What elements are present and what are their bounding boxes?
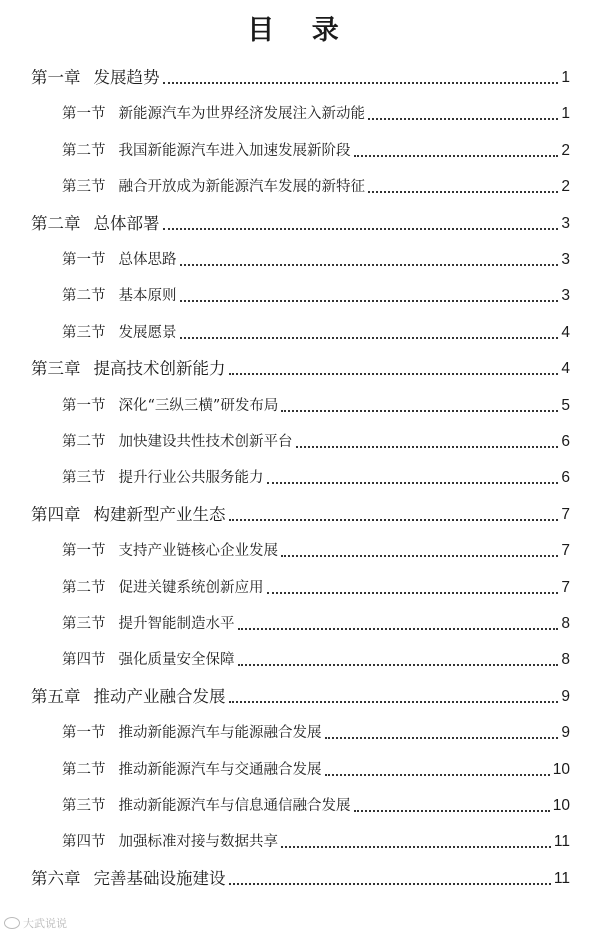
toc-entry-number: 第一节 (62, 106, 106, 123)
toc-section-entry[interactable] (62, 572, 570, 598)
toc-entry-number: 第二节 (62, 579, 106, 596)
toc-entry-label (62, 177, 368, 197)
toc-entry-label (62, 760, 325, 780)
toc-entry-title: 加强标准对接与数据共享 (118, 834, 278, 851)
dot-leader (325, 737, 559, 739)
toc-entry-number: 第二节 (62, 142, 106, 159)
dot-leader (354, 810, 550, 812)
toc-entry-title: 推动产业融合发展 (93, 686, 226, 706)
toc-entry-title: 构建新型产业生态 (93, 504, 226, 524)
toc-page-number: 3 (561, 251, 570, 268)
toc-entry-label (62, 432, 296, 452)
toc-entry-number: 第三节 (62, 470, 106, 487)
toc-entry-number: 第三节 (62, 179, 106, 196)
toc-section-entry[interactable] (62, 462, 570, 488)
dot-leader (180, 300, 559, 302)
dot-leader (325, 774, 550, 776)
page-title: 目 录 (247, 15, 353, 46)
toc-page-number: 9 (561, 724, 570, 742)
toc-entry-label (31, 505, 229, 525)
toc-entry-label (62, 250, 180, 270)
toc-section-entry[interactable] (62, 426, 570, 452)
toc-chapter-entry[interactable] (31, 499, 570, 525)
toc-entry-number: 第四章 (31, 504, 81, 524)
toc-entry-title: 发展趋势 (93, 68, 160, 87)
toc-entry-label (31, 359, 229, 379)
toc-chapter-entry[interactable] (31, 208, 570, 234)
toc-entry-label (62, 541, 281, 561)
toc-page-number: 5 (561, 396, 570, 414)
toc-entry-title: 基本原则 (118, 288, 177, 305)
toc-entry-label (62, 650, 238, 670)
toc-page-number: 1 (561, 105, 570, 123)
toc-page-number: 11 (553, 869, 570, 887)
toc-entry-number: 第一节 (62, 252, 106, 268)
toc-entry-number: 第一节 (62, 543, 106, 560)
dot-leader (229, 373, 559, 375)
toc-entry-title: 总体思路 (118, 252, 177, 268)
toc-section-entry[interactable] (62, 535, 570, 561)
toc-entry-title: 发展愿景 (118, 324, 177, 341)
toc-section-entry[interactable] (62, 754, 570, 780)
toc-entry-title: 提升行业公共服务能力 (118, 470, 264, 487)
toc-page-number: 3 (561, 214, 570, 232)
toc-entry-label (62, 723, 325, 743)
toc-page-number: 8 (561, 651, 570, 669)
dot-leader (238, 628, 559, 630)
toc-entry-label (62, 323, 180, 343)
toc-page-number: 9 (561, 687, 570, 705)
toc-entry-number: 第二节 (62, 434, 106, 450)
dot-leader (368, 191, 558, 193)
toc-entry-title: 支持产业链核心企业发展 (118, 543, 278, 560)
toc-page-number: 7 (561, 505, 570, 523)
toc-entry-label (31, 214, 163, 234)
toc-entry-number: 第二节 (62, 761, 106, 778)
dot-leader (354, 155, 559, 157)
toc-entry-number: 第一章 (31, 68, 81, 87)
toc-entry-number: 第四节 (62, 834, 106, 851)
watermark-logo-icon (4, 917, 20, 929)
toc-page-number: 11 (553, 833, 570, 851)
toc-entry-number: 第三节 (62, 798, 106, 814)
toc-page-number: 3 (561, 287, 570, 305)
toc-chapter-entry[interactable] (31, 62, 570, 88)
dot-leader (180, 337, 559, 339)
toc-entry-number: 第四节 (62, 652, 106, 669)
toc-entry-title: 总体部署 (93, 213, 160, 233)
toc-section-entry[interactable] (62, 826, 570, 852)
toc-section-entry[interactable] (62, 317, 570, 343)
toc-entry-title: 完善基础设施建设 (93, 868, 226, 888)
toc-entry-title: 新能源汽车为世界经济发展注入新动能 (118, 106, 365, 123)
dot-leader (238, 664, 559, 666)
toc-entry-title: 促进关键系统创新应用 (118, 579, 264, 596)
watermark (4, 915, 67, 931)
toc-page-number: 7 (561, 578, 570, 596)
dot-leader (296, 446, 559, 448)
dot-leader (163, 82, 559, 84)
toc-entry-label (31, 687, 229, 707)
toc-chapter-entry[interactable] (31, 863, 570, 889)
toc-section-entry[interactable] (62, 135, 570, 161)
toc-entry-title: 推动新能源汽车与信息通信融合发展 (118, 798, 351, 814)
toc-entry-number: 第一节 (62, 725, 106, 742)
toc-page-number: 2 (561, 178, 570, 196)
toc-page-number: 10 (552, 760, 570, 778)
toc-chapter-entry[interactable] (31, 681, 570, 707)
toc-entry-label (62, 141, 354, 161)
toc-entry-label (62, 614, 238, 634)
toc-entry-number: 第五章 (31, 686, 81, 706)
toc-entry-label (62, 286, 180, 306)
toc-entry-title: 提升智能制造水平 (118, 616, 235, 632)
dot-leader (368, 118, 558, 120)
toc-entry-title: 深化“三纵三横”研发布局 (118, 397, 279, 414)
toc-entry-label (62, 578, 267, 598)
toc-entry-label (62, 468, 267, 488)
toc-chapter-entry[interactable] (31, 353, 570, 379)
dot-leader (281, 410, 558, 412)
toc-entry-label (62, 104, 368, 124)
toc-entry-title: 提高技术创新能力 (93, 359, 226, 379)
toc-entry-label (62, 396, 281, 416)
toc-section-entry[interactable] (62, 644, 570, 670)
dot-leader (281, 846, 551, 848)
dot-leader (229, 701, 559, 703)
toc-section-entry[interactable] (62, 790, 570, 816)
toc-entry-title: 加快建设共性技术创新平台 (118, 434, 293, 450)
toc-entry-number: 第三节 (62, 616, 106, 632)
toc-entry-label (31, 869, 229, 889)
dot-leader (180, 264, 559, 266)
toc-entry-label (62, 796, 354, 816)
toc-section-entry[interactable] (62, 171, 570, 197)
toc-page-number: 4 (561, 360, 570, 378)
toc-entry-number: 第二节 (62, 288, 106, 305)
toc-section-entry[interactable] (62, 98, 570, 124)
dot-leader (163, 228, 559, 230)
toc-entry-title: 我国新能源汽车进入加速发展新阶段 (118, 142, 351, 159)
toc-section-entry[interactable] (62, 608, 570, 634)
toc-section-entry[interactable] (62, 244, 570, 270)
toc-page-number: 10 (552, 797, 570, 814)
toc-entry-title: 融合开放成为新能源汽车发展的新特征 (118, 179, 365, 196)
toc-page-number: 2 (561, 141, 570, 159)
dot-leader (229, 883, 551, 885)
dot-leader (267, 592, 559, 594)
dot-leader (281, 555, 558, 557)
toc-entry-number: 第二章 (31, 213, 81, 233)
toc-page-number: 6 (561, 433, 570, 450)
toc-page-number: 4 (561, 323, 570, 341)
toc-entry-title: 推动新能源汽车与能源融合发展 (118, 725, 322, 742)
toc-page-number: 1 (561, 69, 570, 86)
watermark-text: 大武说说 (23, 917, 67, 930)
dot-leader (229, 519, 559, 521)
toc-entry-title: 强化质量安全保障 (118, 652, 235, 669)
toc-entry-number: 第一节 (62, 397, 106, 414)
toc-entry-label (62, 832, 281, 852)
dot-leader (267, 482, 559, 484)
toc-page-number: 6 (561, 469, 570, 487)
toc-entry-number: 第三章 (31, 359, 81, 379)
toc-section-entry[interactable] (62, 280, 570, 306)
toc-page-number: 8 (561, 615, 570, 632)
toc-section-entry[interactable] (62, 390, 570, 416)
toc-entry-number: 第六章 (31, 868, 81, 888)
toc-entry-label (31, 68, 163, 88)
toc-section-entry[interactable] (62, 717, 570, 743)
toc-entry-title: 推动新能源汽车与交通融合发展 (118, 761, 322, 778)
toc-entry-number: 第三节 (62, 324, 106, 341)
toc-page-number: 7 (561, 542, 570, 560)
